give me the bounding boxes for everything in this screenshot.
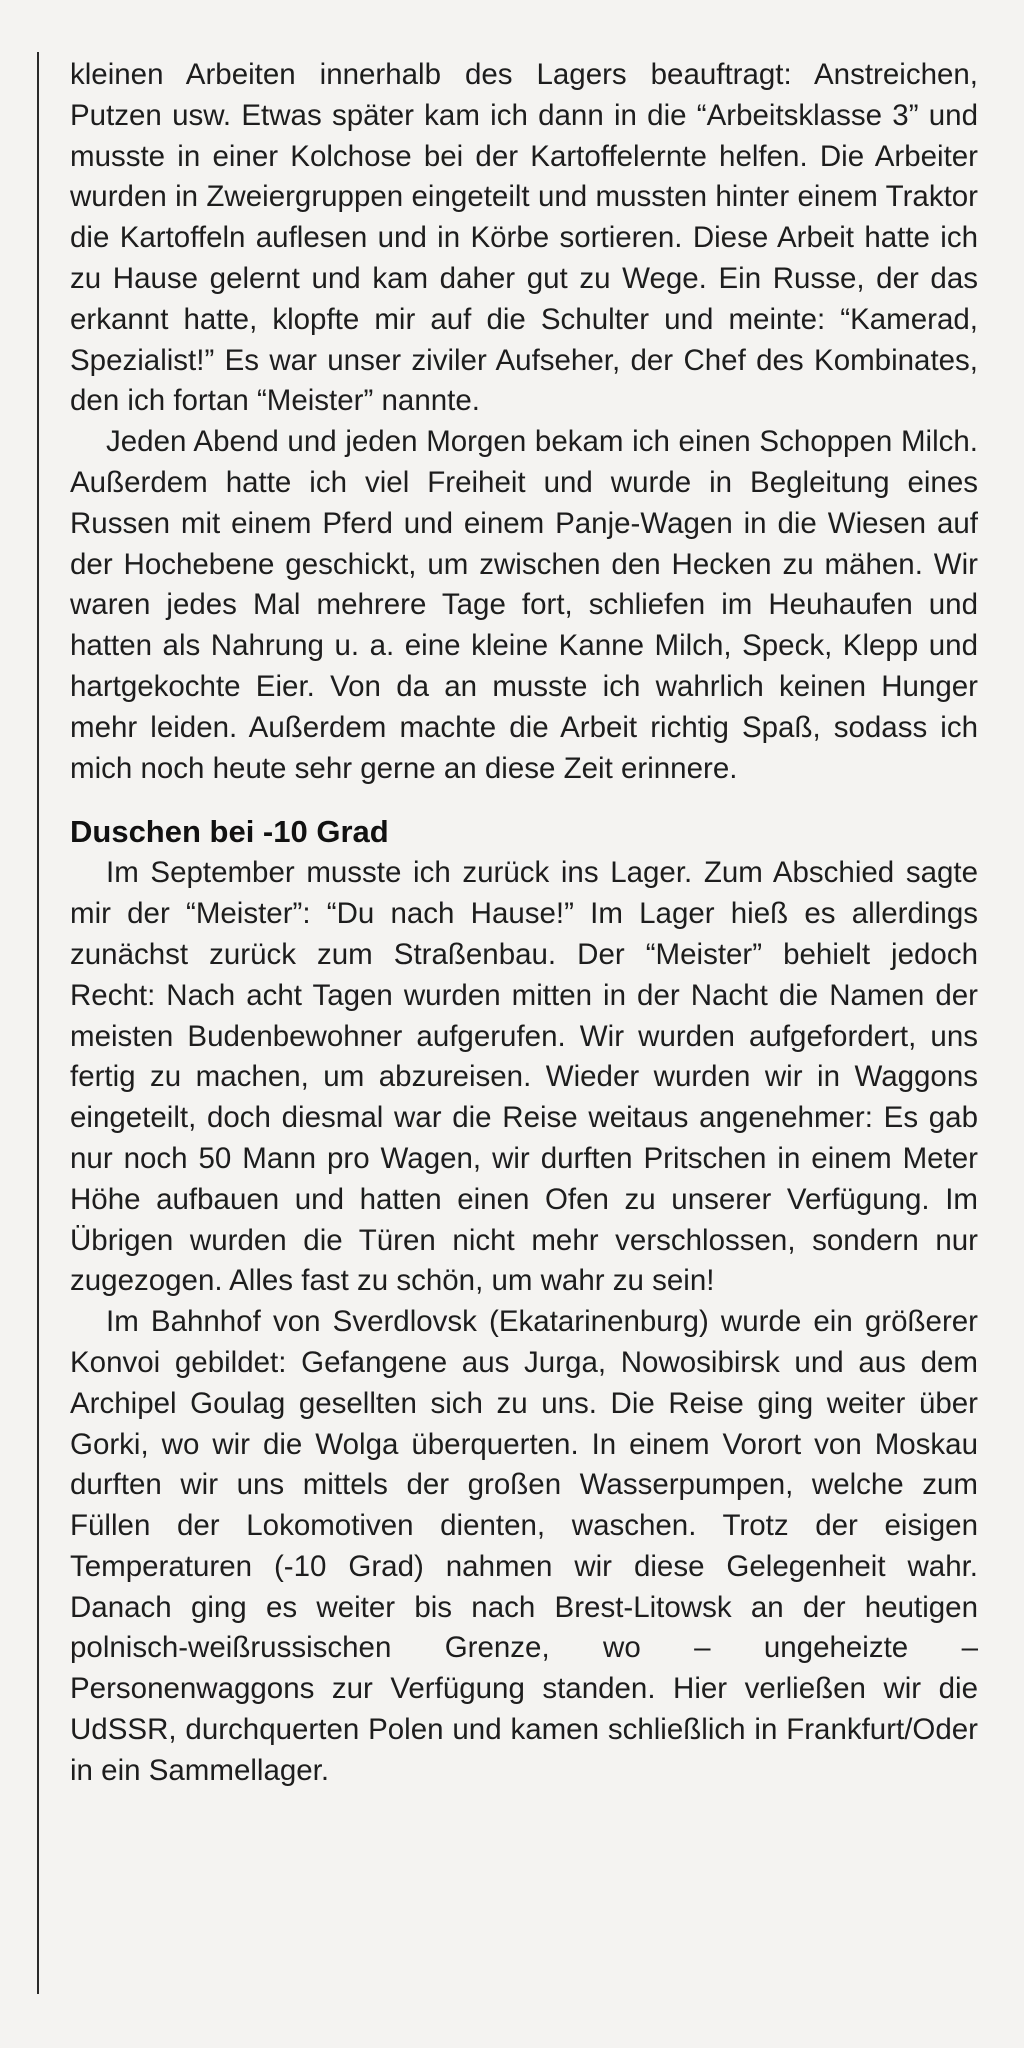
margin-rule xyxy=(37,52,39,1994)
paragraph-september: Im September musste ich zurück ins Lager. Zum Abschied sagte mir der “Meister”: “Du nach Hause!” Im Lager hieß es allerdings zunächst zurück zum Straßenbau. Der “Meister” behielt jedoch Recht: Nach acht Tagen wurden mitten in der Nacht die Namen der meisten Budenbewohner aufgerufen. Wir wurden aufgefordert, uns fertig zu machen, um abzureisen. Wieder wurden wir in Waggons eingeteilt, doch diesmal war die Reise weitaus angenehmer: Es gab nur noch 50 Mann pro Wagen, wir durften Pritschen in einem Meter Höhe aufbauen und hatten einen Ofen zu unserer Verfügung. Im Übrigen wurden die Türen nicht mehr verschlossen, sondern nur zugezogen. Alles fast zu schön, um wahr zu sein! xyxy=(70,856,978,1298)
section-heading: Duschen bei -10 Grad xyxy=(70,814,389,850)
article-column xyxy=(70,55,978,1792)
paragraph-sverdlovsk: Im Bahnhof von Sverdlovsk (Ekatarinenburg) wurde ein größerer Konvoi gebildet: Gefangene aus Jurga, Nowosibirsk und aus dem Archipel Goulag gesellten sich zu uns. Die Reise ging weiter über Gorki, wo wir die Wolga überquerten. In einem Vorort von Moskau durften wir uns mittels der großen Wasserpumpen, welche zum Füllen der Lokomotiven dienten, waschen. Trotz der eisigen Temperaturen (-10 Grad) nahmen wir diese Gelegenheit wahr. Danach ging es weiter bis nach Brest-Litowsk an der heutigen polnisch-weißrussischen Grenze, wo – ungeheizte – Personenwaggons zur Verfügung standen. Hier verließen wir die UdSSR, durchquerten Polen und kamen schließlich in Frankfurt/Oder in ein Sammellager. xyxy=(70,1305,978,1787)
paragraph-milch: Jeden Abend und jeden Morgen bekam ich einen Schoppen Milch. Außerdem hatte ich viel Freiheit und wurde in Begleitung eines Russen mit einem Pferd und einem Panje-Wagen in die Wiesen auf der Hochebene geschickt, um zwischen den Hecken zu mähen. Wir waren jedes Mal mehrere Tage fort, schliefen im Heuhaufen und hatten als Nahrung u. a. eine kleine Kanne Milch, Speck, Klepp und hartgekochte Eier. Von da an musste ich wahrlich keinen Hunger mehr leiden. Außerdem machte die Arbeit richtig Spaß, sodass ich mich noch heute sehr gerne an diese Zeit erinnere. xyxy=(70,425,978,785)
paragraph-continuation: kleinen Arbeiten innerhalb des Lagers beauftragt: Anstreichen, Putzen usw. Etwas später kam ich dann in die “Arbeitsklasse 3” und musste in einer Kolchose bei der Kartoffelernte helfen. Die Arbeiter wurden in Zweiergruppen eingeteilt und mussten hinter einem Traktor die Kartoffeln auflesen und in Körbe sortieren. Diese Arbeit hatte ich zu Hause gelernt und kam daher gut zu Wege. Ein Russe, der das erkannt hatte, klopfte mir auf die Schulter und meinte: “Kamerad, Spezialist!” Es war unser ziviler Aufseher, der Chef des Kombinates, den ich fortan “Meister” nannte. xyxy=(70,58,978,418)
